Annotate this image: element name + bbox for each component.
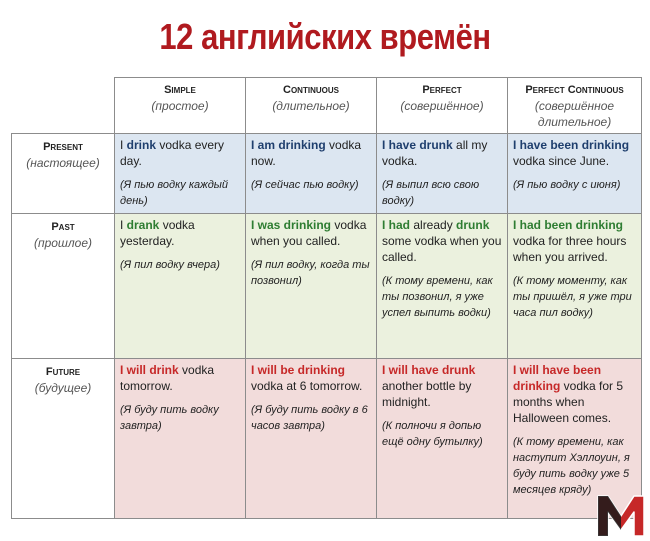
column-header-en: Perfect (422, 84, 462, 96)
example-ru: (Я буду пить водку в 6 часов завтра) (251, 404, 368, 432)
example-en: I will have been drinking vodka for 5 months when Halloween comes. (513, 363, 624, 425)
row-header-ru: (будущее) (34, 381, 92, 395)
row-header-past (12, 214, 115, 359)
verb-form: I have been drinking (513, 138, 630, 152)
column-header-en: Simple (164, 84, 196, 96)
example-ru: (К тому времени, как наступит Хэллоуин, я буду пить водку уже 5 месяцев кряду) (513, 436, 630, 496)
example-en: I will have drunk another bottle by midnight. (382, 363, 476, 409)
verb-form: drank (126, 218, 160, 232)
example-en: I will drink vodka tomorrow. (120, 363, 215, 393)
verb-form: I will have drunk (382, 363, 476, 377)
column-header-ru: (простое) (151, 99, 209, 113)
example-en: I am drinking vodka now. (251, 138, 362, 168)
example-ru: (Я пью водку каждый день) (120, 179, 229, 207)
cell-present-simple (115, 134, 246, 214)
verb-form: drink (126, 138, 157, 152)
row-header-en: Past (51, 221, 75, 233)
verb-form: I will drink (120, 363, 179, 377)
cell-past-simple (115, 214, 246, 359)
corner-cell (12, 78, 115, 134)
column-header-ru: (совершённое длительное) (534, 99, 615, 129)
row-header-en: Future (45, 366, 81, 378)
cell-past-perfect-continuous (508, 214, 642, 359)
cell-present-perfect-continuous (508, 134, 642, 214)
example-ru: (Я пью водку с июня) (513, 179, 621, 191)
cell-past-perfect (377, 214, 508, 359)
column-header-continuous (246, 78, 377, 134)
example-en: I had been drinking vodka for three hours when you arrived. (513, 218, 627, 264)
column-header-simple (115, 78, 246, 134)
example-ru: (Я пил водку, когда ты позвонил) (251, 259, 370, 287)
example-en: I have drunk all my vodka. (382, 138, 488, 168)
example-en: I was drinking vodka when you called. (251, 218, 367, 248)
example-en: I drink vodka every day. (120, 138, 225, 168)
cell-present-perfect (377, 134, 508, 214)
cell-present-continuous (246, 134, 377, 214)
row-future (12, 359, 642, 519)
cell-past-continuous (246, 214, 377, 359)
example-ru: (К тому времени, как ты позвонил, я уже успел выпить водки) (382, 275, 493, 319)
column-header-perfect-continuous (508, 78, 642, 134)
tenses-table (11, 77, 642, 519)
header-row (12, 78, 642, 134)
example-en: I have been drinking vodka since June. (513, 138, 630, 168)
example-ru: (К тому моменту, как ты пришёл, я уже три часа пил водку) (513, 275, 632, 319)
verb-form: I had been drinking (513, 218, 624, 232)
example-ru: (Я буду пить водку завтра) (120, 404, 219, 432)
column-header-ru: (совершённое) (400, 99, 484, 113)
example-ru: (Я пил водку вчера) (120, 259, 220, 271)
verb-form: drunk (456, 218, 490, 232)
column-header-en: Continuous (283, 84, 339, 96)
m-logo-icon (596, 492, 646, 538)
cell-future-simple (115, 359, 246, 519)
verb-form: I will be drinking (251, 363, 346, 377)
verb-form: I was drinking (251, 218, 332, 232)
verb-form: I am drinking (251, 138, 326, 152)
example-en: I had already drunk some vodka when you called. (382, 218, 502, 264)
page-title: 12 английских времён (159, 16, 491, 57)
row-header-en: Present (43, 141, 83, 153)
column-header-perfect (377, 78, 508, 134)
row-past (12, 214, 642, 359)
example-ru: (К полночи я допью ещё одну бутылку) (382, 420, 483, 448)
example-en: I will be drinking vodka at 6 tomorrow. (251, 363, 363, 393)
verb-form: I had (382, 218, 411, 232)
cell-future-perfect (377, 359, 508, 519)
row-present (12, 134, 642, 214)
row-header-present (12, 134, 115, 214)
column-header-ru: (длительное) (272, 99, 350, 113)
example-en: I drank vodka yesterday. (120, 218, 195, 248)
example-ru: (Я выпил всю свою водку) (382, 179, 480, 207)
row-header-future (12, 359, 115, 519)
column-header-en: Perfect Continuous (525, 84, 624, 96)
row-header-ru: (настоящее) (26, 156, 100, 170)
verb-form: I will have been drinking (513, 363, 602, 393)
example-ru: (Я сейчас пью водку) (251, 179, 359, 191)
row-header-ru: (прошлое) (33, 236, 93, 250)
cell-future-continuous (246, 359, 377, 519)
verb-form: I have drunk (382, 138, 453, 152)
